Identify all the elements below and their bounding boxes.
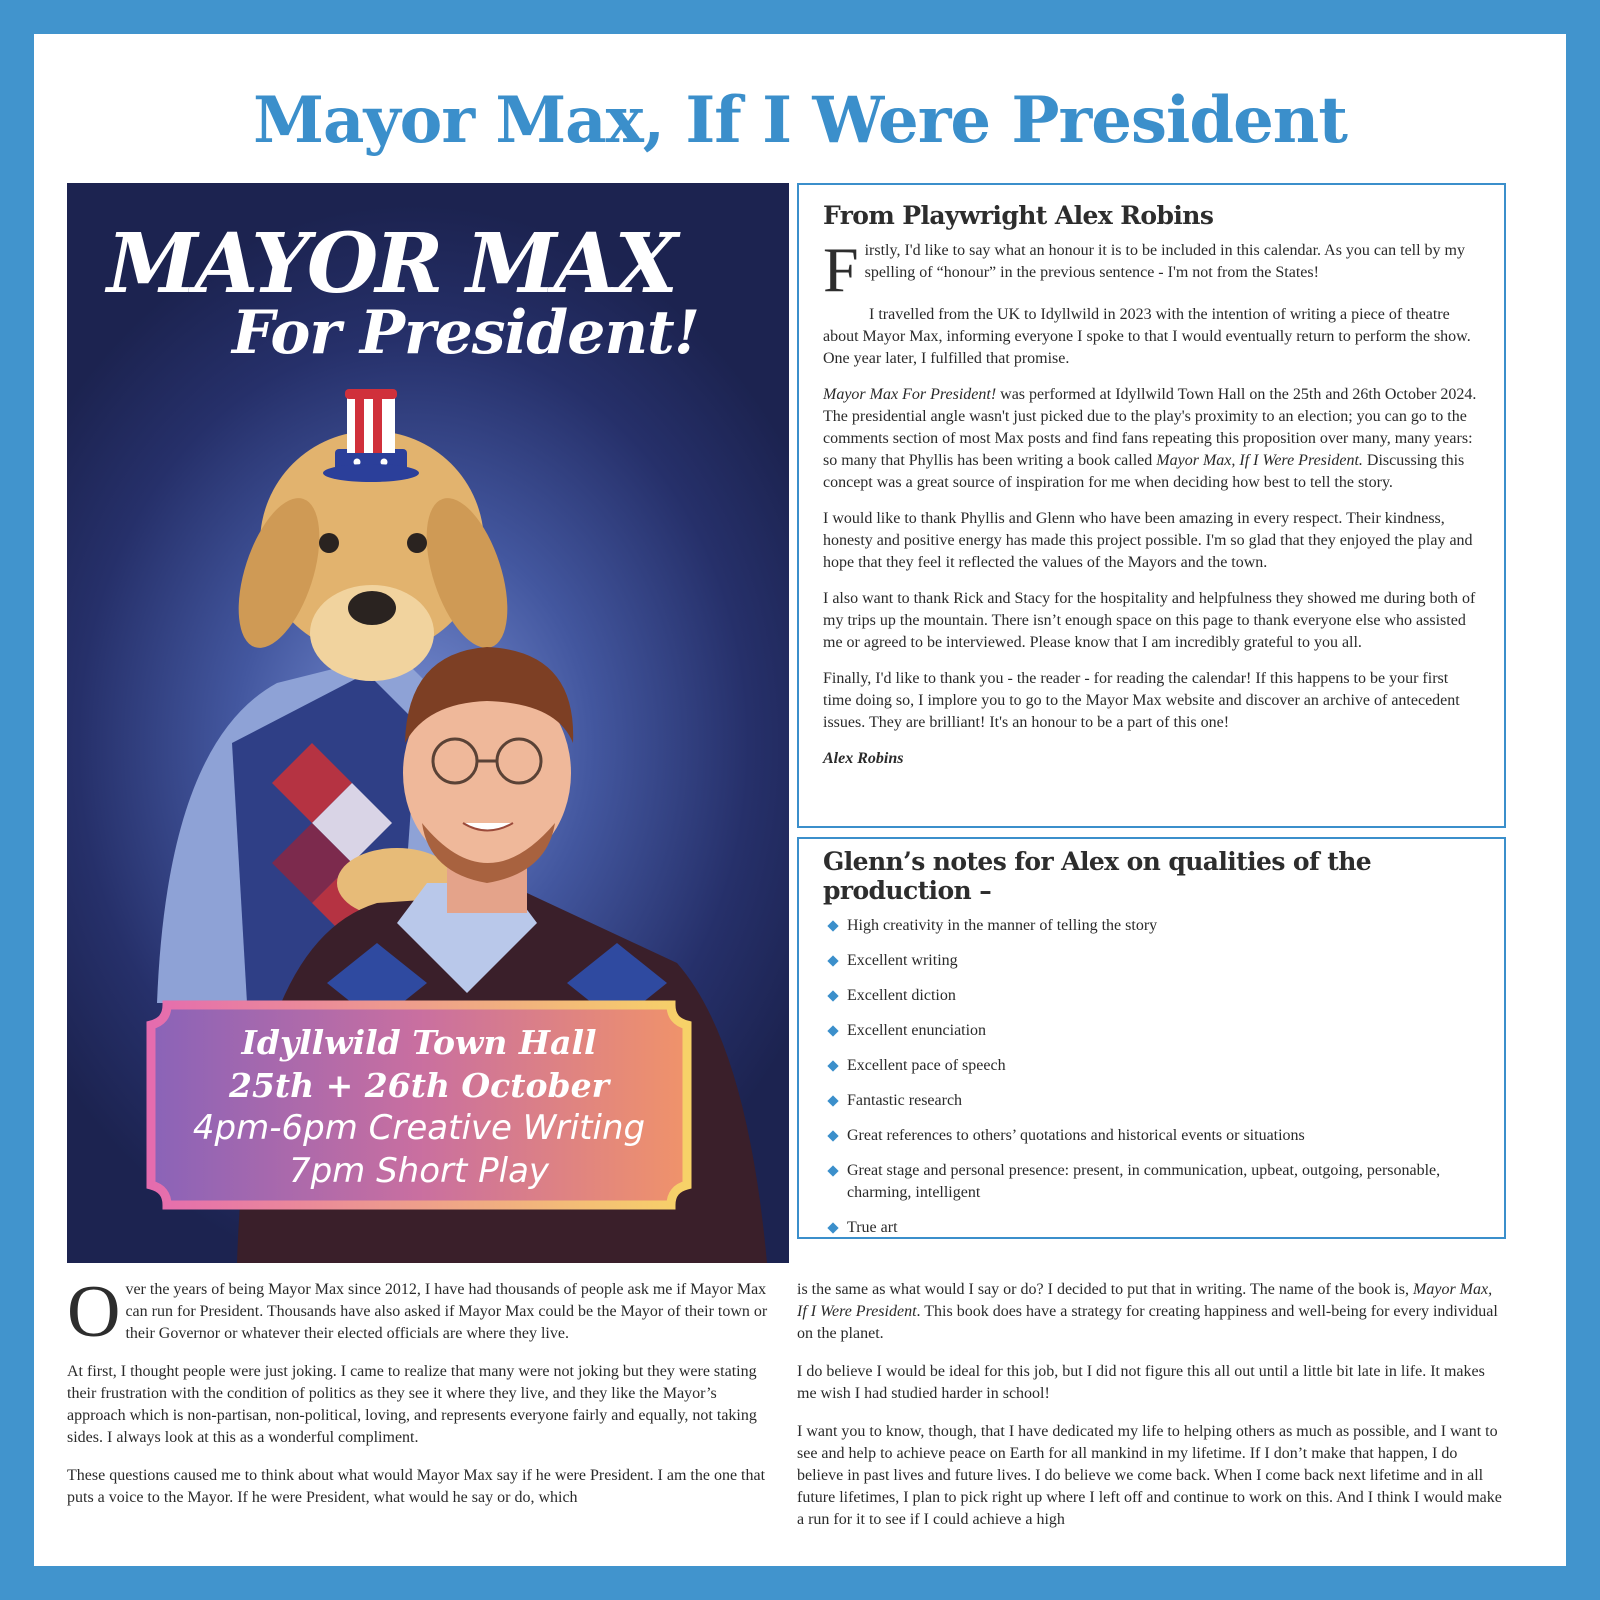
page-title: Mayor Max, If I Were President: [253, 83, 1347, 158]
book-title: Mayor Max, If I Were President: [797, 1281, 1493, 1320]
poster-session-writing: 4pm-6pm Creative Writing: [192, 1108, 646, 1148]
poster-title: MAYOR MAX: [107, 216, 675, 312]
poster-dates: 25th + 26th October: [229, 1066, 609, 1105]
diamond-bullet-icon: [827, 920, 838, 931]
letter-paragraph: I also want to thank Rick and Stacy for the hospitality and helpfulness they showed me during both of my trips up the mountain. There isn’t enough space on this page to thank everyone else who assisted me or agreed to be interviewed. Please know that I am incredibly grateful to you all.: [823, 590, 1476, 651]
article-paragraph: I do believe I would be ideal for this job, but I did not figure this all out until a little bit late in life. It makes me wish I had studied harder in school!: [797, 1363, 1485, 1402]
diamond-bullet-icon: [827, 1130, 838, 1141]
playwright-letter-box: [797, 183, 1506, 828]
poster-banner: [153, 1003, 685, 1203]
playwright-heading: From Playwright Alex Robins: [823, 201, 1214, 230]
book-title: Mayor Max, If I Were President.: [1156, 452, 1363, 469]
list-item: Great references to others’ quotations and historical events or situations: [823, 1125, 1480, 1147]
signature: Alex Robins: [823, 750, 904, 767]
diamond-bullet-icon: [827, 990, 838, 1001]
event-poster: [67, 183, 789, 1263]
poster-subtitle: For President!: [232, 298, 700, 368]
diamond-bullet-icon: [827, 955, 838, 966]
article-column-left: [67, 1279, 774, 1566]
letter-paragraph: I would like to thank Phyllis and Glenn who have been amazing in every respect. Their kindness, honesty and positive energy has made this project possible. I'm so glad that they enjoyed the play and hope that they feel it reflected the values of the Mayors and the town.: [823, 510, 1473, 571]
letter-paragraph: Mayor Max For President! was performed at Idyllwild Town Hall on the 25th and 26th October 2024. The presidential angle wasn't just picked due to the play's proximity to an election; you can go to the comments section of most Max posts and find fans repeating this proposition over many, many years: so many that Phyllis has been writing a book called Mayor Max, If I Were President. Discussing this concept was a great source of inspiration for me when deciding how best to tell the story.: [823, 386, 1477, 491]
notes-list: [823, 915, 1480, 1239]
list-item: Great stage and personal presence: present, in communication, upbeat, outgoing, personable, charming, intelligent: [823, 1160, 1480, 1204]
drop-cap: F: [823, 234, 859, 305]
drop-cap: O: [67, 1279, 121, 1353]
list-item: High creativity in the manner of telling the story: [823, 915, 1480, 937]
letter-paragraph: Finally, I'd like to thank you - the reader - for reading the calendar! If this happens to be your first time doing so, I implore you to go to the Mayor Max website and discover an archive of antecedent issues. They are brilliant! It's an honour to be a part of this one!: [823, 670, 1460, 731]
production-notes-box: [797, 837, 1506, 1239]
letter-paragraph: Firstly, I'd like to say what an honour it is to be included in this calendar. As you can tell by my spelling of “honour” in the previous sentence - I'm not from the States!: [823, 234, 1465, 305]
article-paragraph: These questions caused me to think about what would Mayor Max say if he were President. I am the one that puts a voice to the Mayor. If he were President, what would he say or do, which: [67, 1467, 766, 1506]
diamond-bullet-icon: [827, 1165, 838, 1176]
list-item: Excellent diction: [823, 985, 1480, 1007]
list-item: Fantastic research: [823, 1090, 1480, 1112]
diamond-bullet-icon: [827, 1095, 838, 1106]
poster-session-play: 7pm Short Play: [288, 1151, 550, 1191]
list-item: Excellent writing: [823, 950, 1480, 972]
list-item: Excellent enunciation: [823, 1020, 1480, 1042]
play-title: Mayor Max For President!: [823, 386, 997, 403]
article-paragraph: I want you to know, though, that I have dedicated my life to helping others as much as possible, and I want to see and help to achieve peace on Earth for all mankind in my lifetime. If I don’t make that happen, I do believe in past lives and future lives. I do believe we come back. When I come back next lifetime and in all future lifetimes, I plan to pick right up where I left off and continue to work on this. And I think I would make a run for it to see if I could achieve a high: [797, 1423, 1502, 1528]
article-paragraph: At first, I thought people were just joking. I came to realize that many were not joking but they were stating their frustration with the condition of politics as they see it where they live, and they like the Mayor’s approach which is non-partisan, non-political, loving, and represents everyone fairly and equally, not taking sides. I always look at this as a wonderful compliment.: [67, 1363, 757, 1446]
poster-venue: Idyllwild Town Hall: [241, 1023, 597, 1062]
list-item: True art: [823, 1217, 1480, 1239]
list-item: Excellent pace of speech: [823, 1055, 1480, 1077]
diamond-bullet-icon: [827, 1025, 838, 1036]
letter-paragraph: I travelled from the UK to Idyllwild in 2023 with the intention of writing a piece of theatre about Mayor Max, informing everyone I spoke to that I would eventually return to perform the show. One year later, I fulfilled that promise.: [823, 306, 1471, 367]
calendar-page: [34, 34, 1566, 1566]
notes-heading: Glenn’s notes for Alex on qualities of the production –: [823, 847, 1372, 905]
diamond-bullet-icon: [827, 1222, 838, 1233]
article-paragraph: is the same as what would I say or do? I decided to put that in writing. The name of the book is, Mayor Max, If I Were President. This book does have a strategy for creating happiness and well-being for every individual on the planet.: [797, 1281, 1498, 1342]
diamond-bullet-icon: [827, 1060, 838, 1071]
article-column-right: [797, 1279, 1504, 1566]
article-paragraph: Over the years of being Mayor Max since 2012, I have had thousands of people ask me if Mayor Max can run for President. Thousands have also asked if Mayor Max could be the Mayor of their town or their Governor or whatever their elected officials are where they live.: [67, 1279, 768, 1353]
